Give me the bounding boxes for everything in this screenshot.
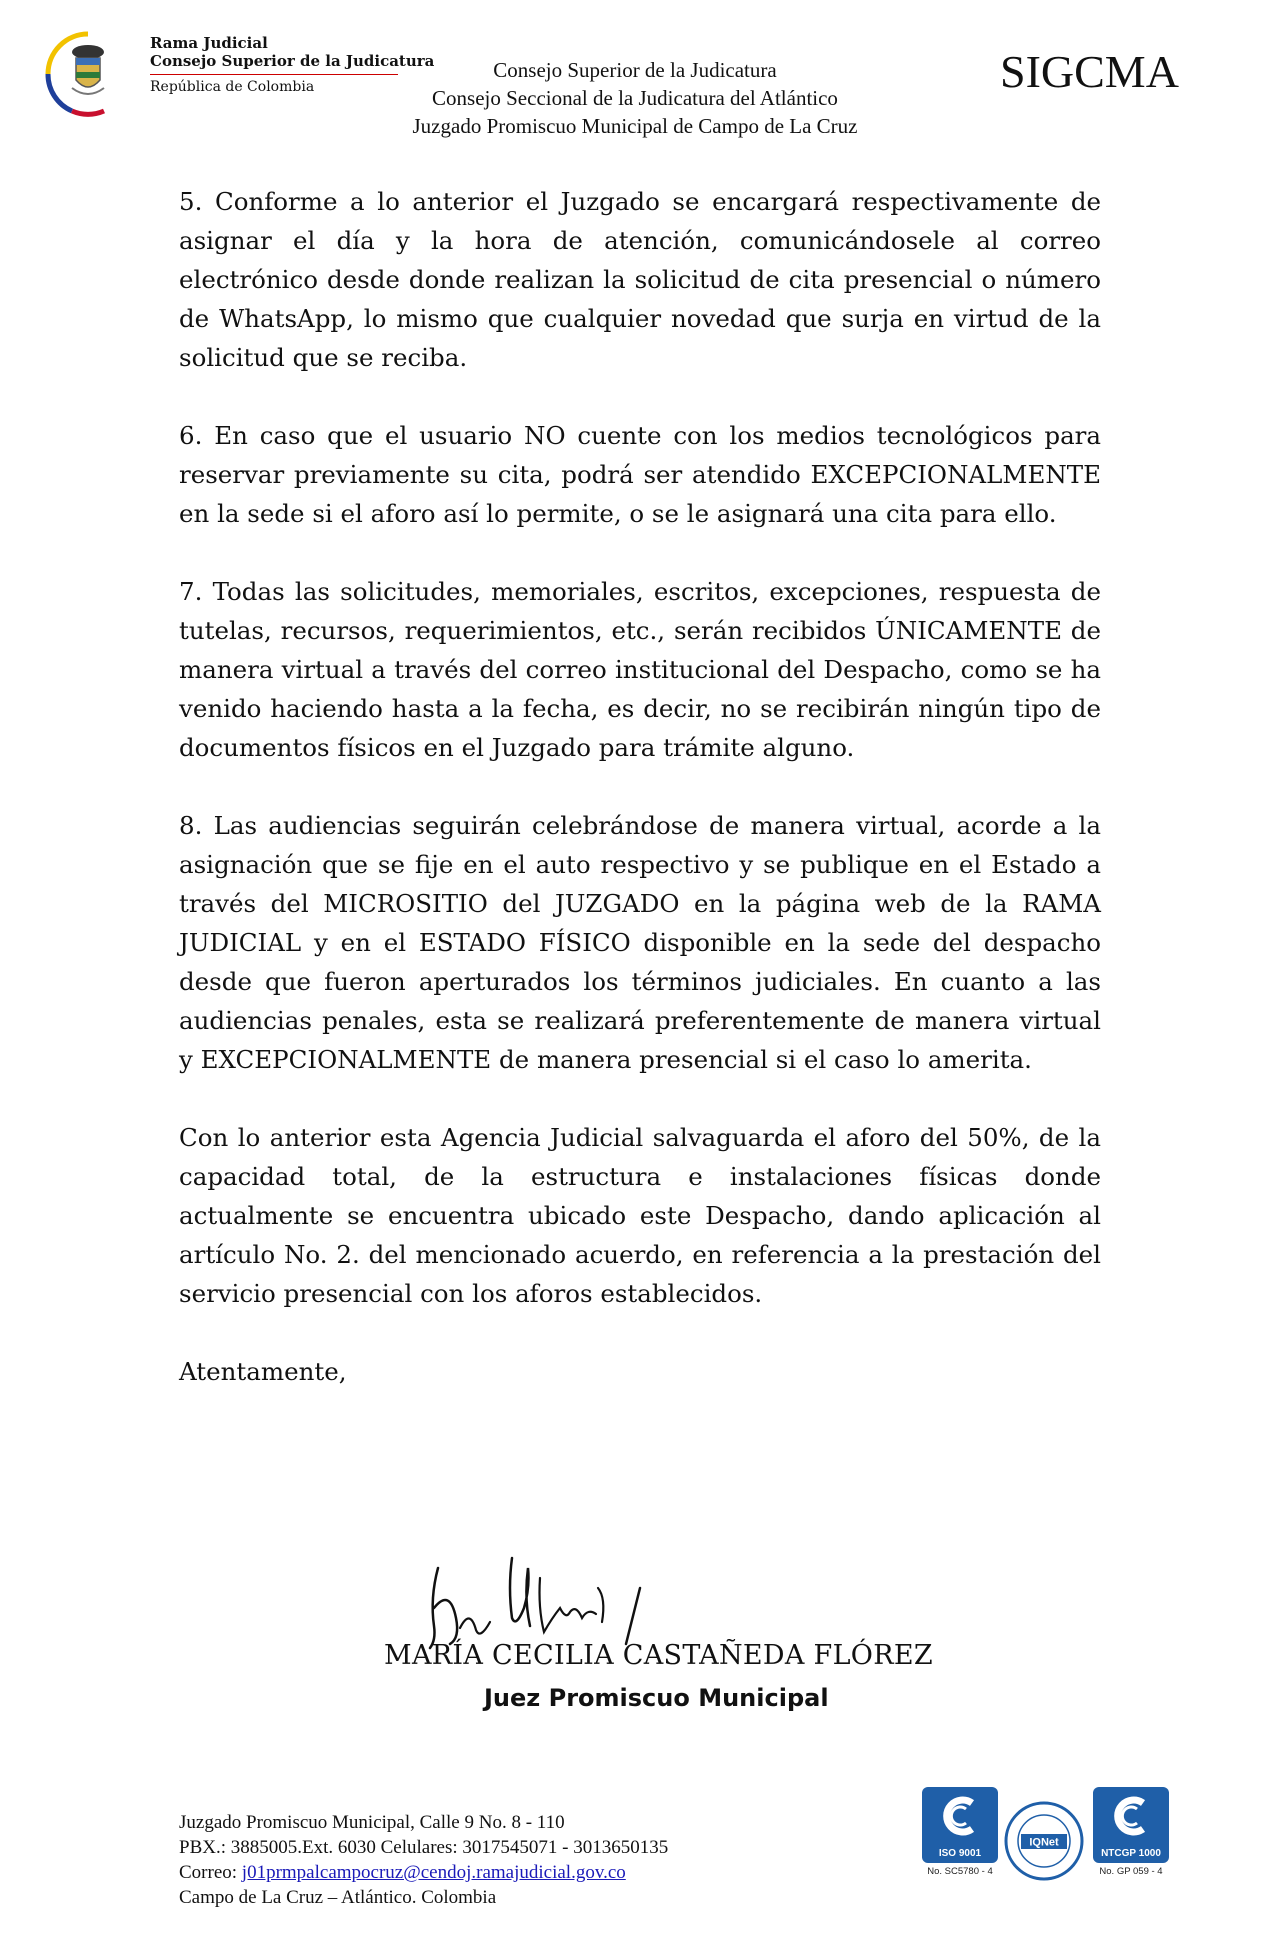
letterhead-line-1: Consejo Superior de la Judicatura: [493, 58, 777, 82]
letterhead-line-2: Consejo Seccional de la Judicatura del Atlántico: [432, 86, 838, 110]
iso-certificate-number: No. SC5780 - 4: [927, 1866, 993, 1877]
iqnet-label: IQNet: [1029, 1836, 1059, 1849]
footer-email-link[interactable]: j01prmpalcampocruz@cendoj.ramajudicial.gov.co: [241, 1862, 626, 1883]
iso-9001-certification: [922, 1787, 998, 1877]
logo-line-rama-judicial: Rama Judicial: [150, 34, 268, 52]
footer-email-line: [179, 1860, 668, 1885]
footer-address: Juzgado Promiscuo Municipal, Calle 9 No. 8 - 110: [179, 1812, 565, 1833]
system-name: SIGCMA: [1000, 46, 1179, 97]
ntcgp-certificate-number: No. GP 059 - 4: [1099, 1866, 1163, 1877]
signer-role: Juez Promiscuo Municipal: [484, 1684, 829, 1712]
paragraph-6: 6. En caso que el usuario NO cuente con los medios tecnológicos para reservar previamente su cita, podrá ser atendido EXCEPCIONALMENTE en la sede si el aforo así lo permite, o se le asignará una cita para ello.: [179, 421, 1101, 528]
icontec-logo-icon: [922, 1787, 998, 1843]
paragraph-conclusion: Con lo anterior esta Agencia Judicial salvaguarda el aforo del 50%, de la capacidad total, de la estructura e instalaciones físicas donde actualmente se encuentra ubicado este Despacho, dando aplicación al artículo No. 2. del mencionado acuerdo, en referencia a la prestación del servicio presencial con los aforos establecidos.: [179, 1123, 1101, 1308]
icontec-ntcgp-badge: [1093, 1787, 1169, 1863]
logo-line-consejo: Consejo Superior de la Judicatura: [150, 52, 435, 70]
signer-name: MARÍA CECILIA CASTAÑEDA FLÓREZ: [384, 1640, 933, 1671]
icontec-logo-icon: [1093, 1787, 1169, 1843]
footer-email-label: Correo:: [179, 1862, 242, 1883]
letterhead-line-3: Juzgado Promiscuo Municipal de Campo de La Cruz: [412, 114, 858, 138]
iqnet-certified-seal: [1003, 1800, 1085, 1882]
paragraph-7: 7. Todas las solicitudes, memoriales, escritos, excepciones, respuesta de tutelas, recursos, requerimientos, etc., serán recibidos ÚNICAMENTE de manera virtual a través del correo institucional del Despacho, como se ha venido haciendo hasta a la fecha, es decir, no se recibirán ningún tipo de documentos físicos en el Juzgado para trámite alguno.: [179, 577, 1101, 762]
ntcgp-1000-certification: [1093, 1787, 1169, 1877]
footer-phones: PBX.: 3885005.Ext. 6030 Celulares: 3017545071 - 3013650135: [179, 1837, 669, 1858]
paragraph-5: 5. Conforme a lo anterior el Juzgado se encargará respectivamente de asignar el día y la hora de atención, comunicándosele al correo electrónico desde donde realizan la solicitud de cita presencial o número de WhatsApp, lo mismo que cualquier novedad que surja en virtud de la solicitud que se reciba.: [179, 187, 1101, 372]
document-body: [179, 182, 1101, 1391]
logo-line-republica: República de Colombia: [150, 79, 315, 95]
closing: Atentamente,: [179, 1357, 347, 1386]
iso-badge-label: ISO 9001: [938, 1848, 982, 1859]
letterhead-titles: [355, 56, 915, 140]
ntcgp-badge-label: NTCGP 1000: [1101, 1848, 1161, 1859]
footer-location: Campo de La Cruz – Atlántico. Colombia: [179, 1887, 497, 1908]
footer-contact: [179, 1810, 668, 1910]
paragraph-8: 8. Las audiencias seguirán celebrándose de manera virtual, acorde a la asignación que se fije en el auto respectivo y se publique en el Estado a través del MICROSITIO del JUZGADO en la página web de la RAMA JUDICIAL y en el ESTADO FÍSICO disponible en la sede del despacho desde que fueron aperturados los términos judiciales. En cuanto a las audiencias penales, esta se realizará preferentemente de manera virtual y EXCEPCIONALMENTE de manera presencial si el caso lo amerita.: [179, 811, 1101, 1074]
colombia-coat-of-arms-icon: [42, 28, 134, 120]
icontec-iso-badge: [922, 1787, 998, 1863]
